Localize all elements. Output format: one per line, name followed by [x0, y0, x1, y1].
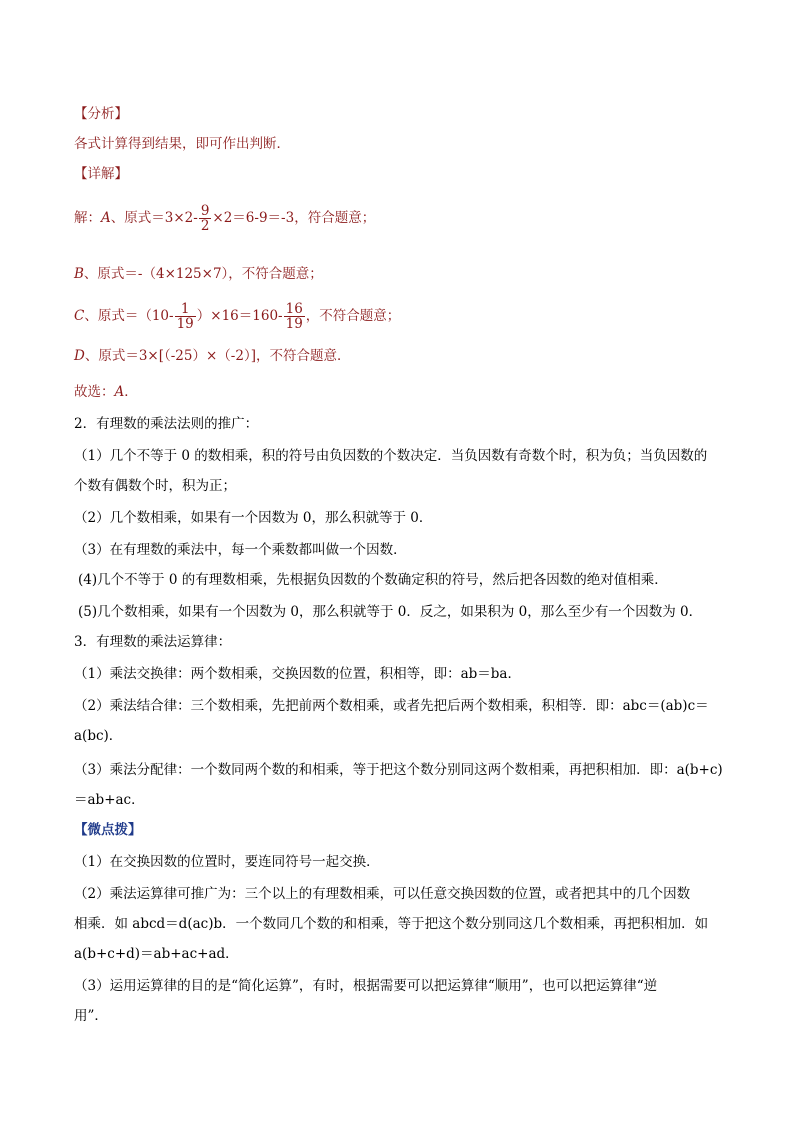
answer-line	[74, 382, 138, 402]
line-c-mid: 、原式＝（10-	[84, 308, 174, 324]
tips-heading: 【微点拨】	[74, 822, 142, 838]
tip-2-line2: 相乘．如 abcd＝d(ac)b．一个数同几个数的和相乘，等于把这个数分别同这几个数相乘，再把积相加．如	[74, 916, 709, 932]
solution-prefix: 解：	[74, 210, 101, 226]
tip-3-line2: 用”．	[74, 1008, 108, 1024]
tip-2-line1: （2）乘法运算律可推广为：三个以上的有理数相乘，可以任意交换因数的位置，或者把其中的几个因数	[74, 886, 691, 902]
answer-letter: A	[114, 384, 125, 400]
answer-prefix: 故选：	[74, 384, 115, 400]
fraction-numerator: 16	[285, 301, 303, 317]
fraction	[284, 302, 305, 331]
tip-3-line1: （3）运用运算律的目的是“简化运算”，有时，根据需要可以把运算律“顺用”，也可以把运算律“逆	[74, 978, 658, 994]
law-associative-line1: （2）乘法结合律：三个数相乘，先把前两个数相乘，或者先把后两个数相乘，积相等．即：abc＝(ab)c＝	[74, 698, 709, 714]
solution-line-d	[74, 346, 350, 366]
option-letter-c: C	[74, 308, 85, 324]
section2-item1-line1: （1）几个不等于 0 的数相乘，积的符号由负因数的个数决定．当负因数有奇数个时，积为负；当负因数的	[74, 448, 708, 464]
line-c-rest: ，不符合题意；	[305, 308, 401, 324]
solution-line-c	[74, 302, 400, 331]
fraction	[199, 204, 212, 233]
tip-1: （1）在交换因数的位置时，要连同符号一起交换．	[74, 854, 380, 870]
section2-item1-line2: 个数有偶数个时，积为正；	[74, 478, 236, 494]
line-a-rest: ×2＝6-9＝-3，符合题意；	[212, 210, 376, 226]
law-associative-line2: a(bc)．	[74, 728, 123, 744]
solution-line-a	[74, 204, 375, 233]
fraction-numerator: 1	[180, 301, 190, 317]
analysis-heading: 【分析】	[74, 106, 128, 122]
analysis-text: 各式计算得到结果，即可作出判断．	[74, 136, 290, 152]
fraction-denominator: 19	[176, 316, 194, 332]
line-d-rest: 、原式＝3×[（-25）×（-2）]，不符合题意．	[84, 348, 351, 364]
line-b-rest: 、原式＝-（4×125×7），不符合题意；	[83, 266, 323, 282]
law-distributive-line2: ＝ab+ac．	[74, 792, 145, 808]
section2-item4: (4)几个不等于 0 的有理数相乘，先根据负因数的个数确定积的符号，然后把各因数的绝对值相乘．	[78, 572, 668, 588]
line-c-mid2: ）×16＝160-	[196, 308, 283, 324]
law-distributive-line1: （3）乘法分配律：一个数同两个数的和相乘，等于把这个数分别同这两个数相乘，再把积相加．即：a(b+c)	[74, 762, 723, 778]
option-letter-d: D	[74, 348, 85, 364]
section2-item5: (5)几个数相乘，如果有一个因数为 0，那么积就等于 0．反之，如果积为 0，那么至少有一个因数为 0．	[78, 604, 703, 620]
solution-line-b	[74, 264, 323, 284]
section2-item3: （3）在有理数的乘法中，每一个乘数都叫做一个因数．	[74, 542, 407, 558]
law-commutative: （1）乘法交换律：两个数相乘，交换因数的位置，积相等，即：ab＝ba．	[74, 666, 521, 682]
option-letter-a: A	[101, 210, 111, 226]
detail-heading: 【详解】	[74, 166, 128, 182]
section3-title: 3．有理数的乘法运算律：	[74, 634, 232, 650]
answer-suffix: ．	[124, 384, 138, 400]
tip-2-line3: a(b+c+d)＝ab+ac+ad．	[74, 946, 239, 962]
option-letter-b: B	[74, 266, 84, 282]
line-a-mid: 、原式＝3×2-	[110, 210, 198, 226]
fraction	[175, 302, 196, 331]
fraction-denominator: 19	[285, 316, 303, 332]
fraction-denominator: 2	[200, 218, 210, 234]
fraction-numerator: 9	[200, 203, 210, 219]
section2-item2: （2）几个数相乘，如果有一个因数为 0，那么积就等于 0．	[74, 510, 433, 526]
section2-title: 2．有理数的乘法法则的推广：	[74, 416, 259, 432]
